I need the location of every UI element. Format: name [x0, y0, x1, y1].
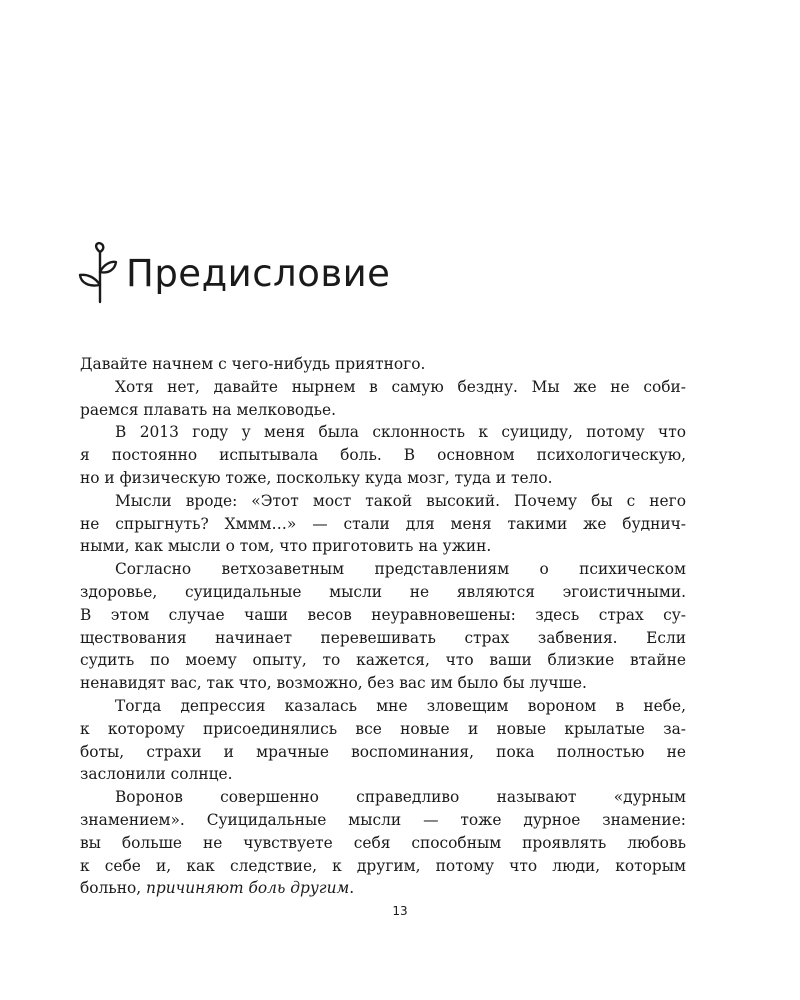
text-line: Согласно ветхозаветным представлениям о психическом	[115, 560, 686, 579]
text-line: но и физическую тоже, поскольку куда мозг, туда и тело.	[80, 468, 553, 487]
text-line: В этом случае чаши весов неуравновешены: здесь страх су-	[80, 605, 686, 624]
text-line-last	[80, 877, 686, 900]
page-number: 13	[392, 904, 408, 918]
text-line: я постоянно испытывала боль. В основном психологическую,	[80, 446, 686, 465]
text-line: не спрыгнуть? Хммм…» — стали для меня такими же буднич-	[80, 514, 686, 533]
text-fragment: больно,	[80, 879, 146, 898]
body-text	[80, 353, 686, 900]
text-line: здоровье, суицидальные мысли не являются эгоистичными.	[80, 582, 686, 601]
text-line: раемся плавать на мелководье.	[80, 400, 337, 419]
chapter-heading	[78, 238, 390, 308]
page-title: Предисловие	[126, 251, 391, 295]
text-line: к себе и, как следствие, к другим, потому что люди, которым	[80, 856, 686, 875]
text-line: знамением». Суицидальные мысли — тоже дурное знамение:	[80, 810, 686, 829]
text-line: к которому присоединялись все новые и новые крылатые за-	[80, 719, 686, 738]
text-line: судить по моему опыту, то кажется, что ваши близкие втайне	[80, 651, 686, 670]
text-line: Тогда депрессия казалась мне зловещим вороном в небе,	[115, 696, 686, 715]
text-fragment: .	[349, 879, 355, 898]
sprout-icon	[78, 242, 118, 304]
text-line: ненавидят вас, так что, возможно, без вас им было бы лучше.	[80, 674, 587, 693]
text-line: заслонили солнце.	[80, 765, 233, 784]
text-line: ными, как мысли о том, что приготовить на ужин.	[80, 537, 492, 556]
text-line: Давайте начнем с чего-нибудь приятного.	[80, 355, 426, 373]
text-line: боты, страхи и мрачные воспоминания, пока полностью не	[80, 742, 686, 761]
text-line: ществования начинает перевешивать страх забвения. Если	[80, 628, 686, 647]
text-line: Хотя нет, давайте нырнем в самую бездну. Мы же не соби-	[115, 377, 686, 396]
text-line: Мысли вроде: «Этот мост такой высокий. Почему бы с него	[115, 491, 686, 510]
emphasized-text: причиняют боль другим	[146, 879, 350, 898]
text-line: В 2013 году у меня была склонность к суициду, потому что	[115, 423, 686, 442]
text-line: вы больше не чувствуете себя способным проявлять любовь	[80, 833, 686, 852]
text-line: Воронов совершенно справедливо называют «дурным	[115, 788, 686, 807]
